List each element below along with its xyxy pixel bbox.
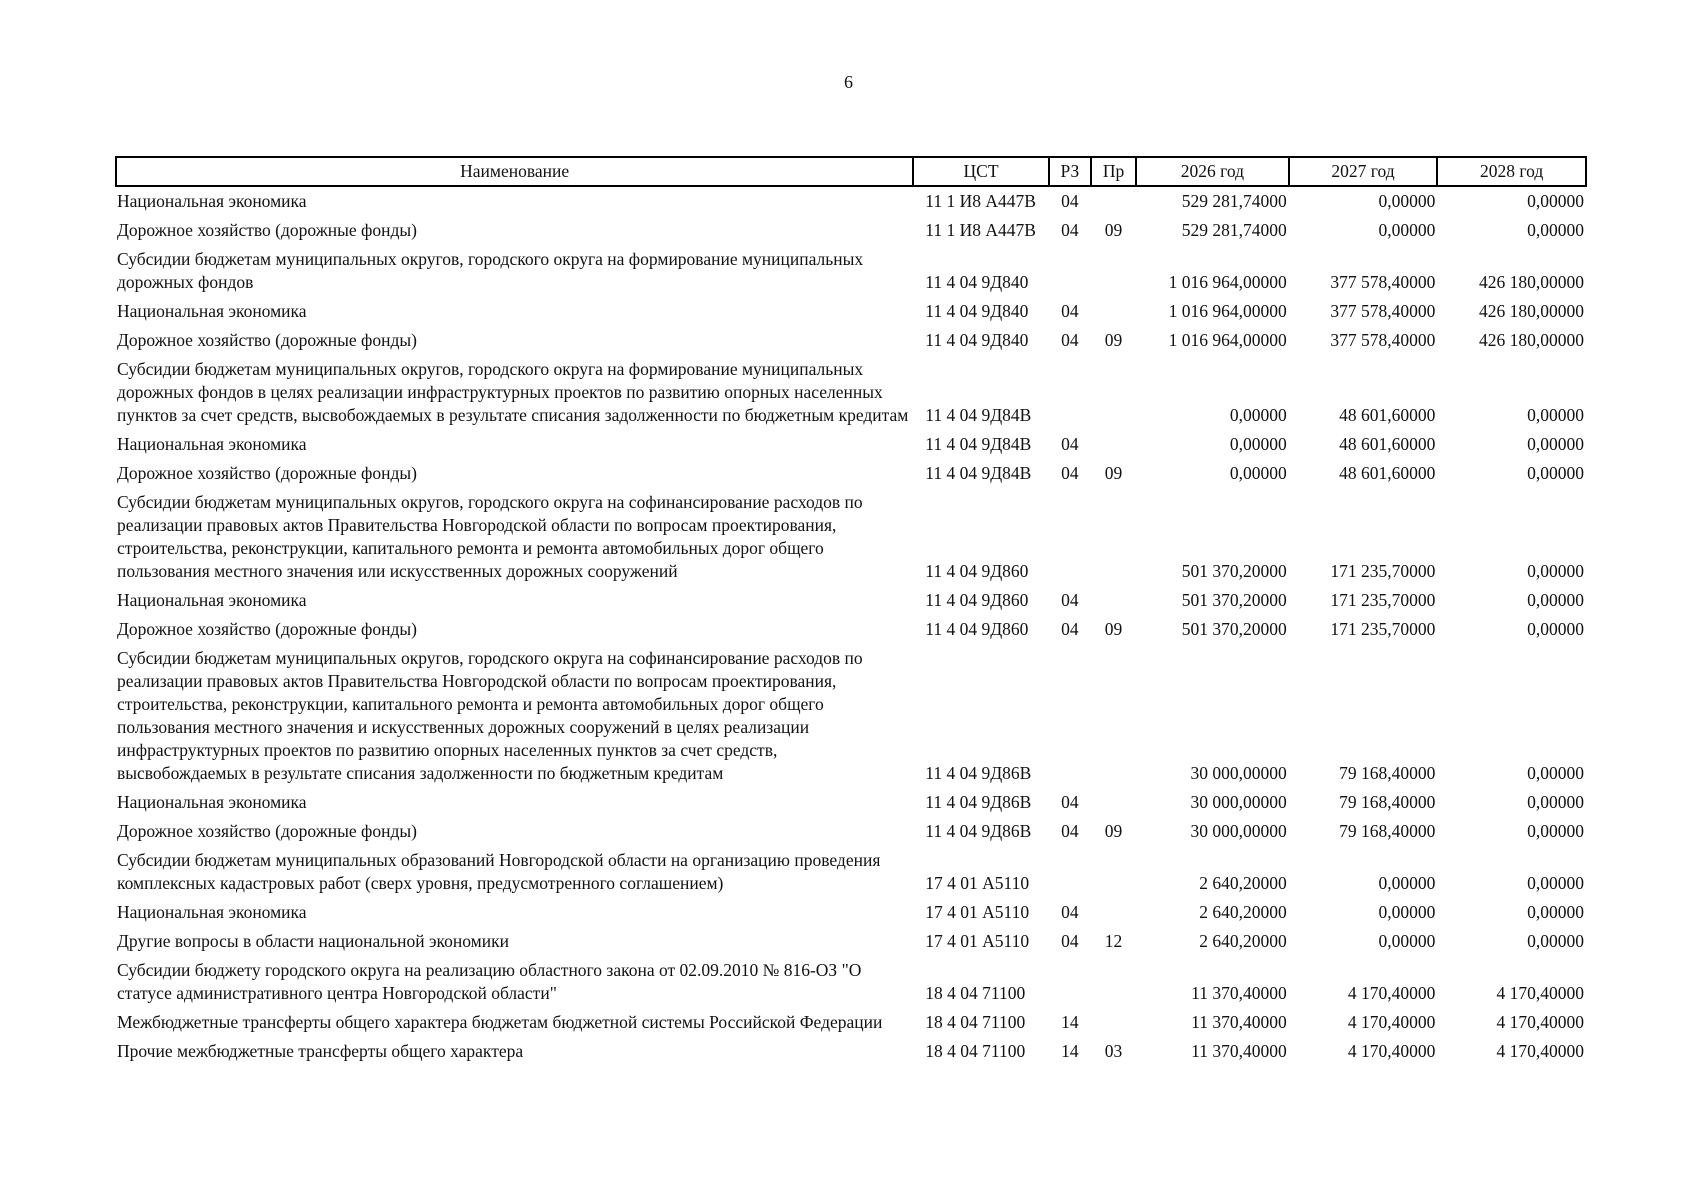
table-row <box>116 641 1586 785</box>
cell-2028: 0,00000 <box>1527 821 1584 841</box>
cell-name: Субсидии бюджетам муниципальных образований Новгородской области на организацию проведения комплексных кадастровых работ (сверх уровня, предусмотренного соглашением) <box>117 850 881 893</box>
cell-cst: 11 4 04 9Д84В <box>925 405 1032 425</box>
cell-cst: 11 4 04 9Д860 <box>925 619 1029 639</box>
cell-cst: 11 4 04 9Д860 <box>925 590 1029 610</box>
cell-2027: 171 235,70000 <box>1330 590 1436 610</box>
table-row <box>116 294 1586 323</box>
cell-2028: 0,00000 <box>1527 561 1584 581</box>
cell-2026: 0,00000 <box>1229 405 1287 425</box>
cell-2028: 0,00000 <box>1527 463 1584 483</box>
cell-2026: 529 281,74000 <box>1181 191 1287 211</box>
table-row <box>116 456 1586 485</box>
cell-name: Дорожное хозяйство (дорожные фонды) <box>117 463 418 483</box>
cell-name: Субсидии бюджетам муниципальных округов, городского округа на формирование муниципальных дорожных фондов <box>117 249 864 292</box>
cell-2027: 377 578,40000 <box>1330 330 1436 350</box>
cell-name: Субсидии бюджетам муниципальных округов, городского округа на софинансирование расходов по реализации правовых актов Правительства Новгородской области по вопросам проектирования, строительства, реконструкции, капитального ремонта и ремонта автомобильных дорог общего пользования местного значения или искусственных дорожных сооружений <box>117 492 863 581</box>
cell-2027: 79 168,40000 <box>1339 792 1436 812</box>
table-row <box>116 583 1586 612</box>
cell-2027: 0,00000 <box>1378 191 1436 211</box>
cell-2027: 377 578,40000 <box>1330 272 1436 292</box>
header-row <box>116 157 1586 186</box>
cell-2026: 11 370,40000 <box>1191 1012 1287 1032</box>
cell-rz: 14 <box>1061 1041 1079 1061</box>
cell-pr <box>1091 641 1136 785</box>
cell-2027: 171 235,70000 <box>1330 619 1436 639</box>
cell-pr <box>1091 427 1136 456</box>
table-row <box>116 485 1586 583</box>
cell-cst: 11 4 04 9Д86В <box>925 821 1032 841</box>
header-2028: 2028 год <box>1437 157 1586 186</box>
cell-2026: 30 000,00000 <box>1190 763 1287 783</box>
cell-rz: 04 <box>1061 191 1079 211</box>
cell-pr <box>1091 895 1136 924</box>
table-body <box>116 186 1586 1063</box>
table-row <box>116 323 1586 352</box>
header-2026: 2026 год <box>1136 157 1289 186</box>
cell-2026: 1 016 964,00000 <box>1168 272 1287 292</box>
cell-name: Дорожное хозяйство (дорожные фонды) <box>117 330 418 350</box>
cell-pr <box>1091 294 1136 323</box>
cell-2026: 501 370,20000 <box>1181 590 1287 610</box>
cell-2028: 0,00000 <box>1527 220 1584 240</box>
cell-2028: 0,00000 <box>1527 792 1584 812</box>
header-cst: ЦСТ <box>913 157 1049 186</box>
cell-2026: 2 640,20000 <box>1199 931 1287 951</box>
cell-rz: 14 <box>1061 1012 1079 1032</box>
cell-name: Национальная экономика <box>117 191 307 211</box>
cell-cst: 17 4 01 А5110 <box>925 902 1030 922</box>
cell-2027: 0,00000 <box>1378 873 1436 893</box>
cell-pr: 09 <box>1104 821 1123 841</box>
cell-2028: 0,00000 <box>1527 902 1584 922</box>
cell-2028: 0,00000 <box>1527 931 1584 951</box>
cell-2026: 1 016 964,00000 <box>1168 301 1287 321</box>
cell-name: Национальная экономика <box>117 301 307 321</box>
cell-rz <box>1049 352 1091 427</box>
table-row <box>116 352 1586 427</box>
cell-pr <box>1091 186 1136 213</box>
cell-2028: 0,00000 <box>1527 434 1584 454</box>
cell-rz <box>1049 242 1091 294</box>
table-row <box>116 953 1586 1005</box>
cell-pr: 03 <box>1104 1041 1123 1061</box>
cell-pr <box>1091 843 1136 895</box>
cell-rz: 04 <box>1061 220 1079 240</box>
cell-2027: 48 601,60000 <box>1339 434 1436 454</box>
cell-2028: 0,00000 <box>1527 763 1584 783</box>
cell-rz: 04 <box>1061 902 1079 922</box>
cell-pr: 09 <box>1104 330 1123 350</box>
cell-2028: 0,00000 <box>1527 405 1584 425</box>
cell-rz: 04 <box>1061 301 1079 321</box>
table-row <box>116 924 1586 953</box>
cell-rz: 04 <box>1061 821 1079 841</box>
cell-cst: 18 4 04 71100 <box>925 1012 1026 1032</box>
cell-name: Дорожное хозяйство (дорожные фонды) <box>117 821 418 841</box>
cell-name: Дорожное хозяйство (дорожные фонды) <box>117 220 418 240</box>
cell-2026: 0,00000 <box>1229 434 1287 454</box>
cell-name: Субсидии бюджету городского округа на реализацию областного закона от 02.09.2010 № 816-ОЗ "О статусе административного центра Новгородской области" <box>117 960 862 1003</box>
cell-cst: 11 4 04 9Д840 <box>925 301 1029 321</box>
cell-name: Национальная экономика <box>117 902 307 922</box>
cell-pr <box>1091 1005 1136 1034</box>
header-rz: РЗ <box>1049 157 1091 186</box>
table-row <box>116 213 1586 242</box>
cell-2026: 2 640,20000 <box>1199 873 1287 893</box>
cell-rz <box>1049 953 1091 1005</box>
cell-pr: 09 <box>1104 463 1123 483</box>
cell-pr <box>1091 485 1136 583</box>
cell-2027: 377 578,40000 <box>1330 301 1436 321</box>
cell-2026: 30 000,00000 <box>1190 792 1287 812</box>
cell-2026: 1 016 964,00000 <box>1168 330 1287 350</box>
cell-2026: 30 000,00000 <box>1190 821 1287 841</box>
cell-2027: 0,00000 <box>1378 931 1436 951</box>
page-number: 6 <box>844 72 853 92</box>
header-pr: Пр <box>1091 157 1136 186</box>
table-row <box>116 895 1586 924</box>
cell-pr <box>1091 583 1136 612</box>
cell-cst: 11 4 04 9Д840 <box>925 272 1029 292</box>
cell-2028: 0,00000 <box>1527 590 1584 610</box>
cell-2027: 4 170,40000 <box>1347 1041 1436 1061</box>
cell-2028: 426 180,00000 <box>1479 330 1584 350</box>
cell-2027: 0,00000 <box>1378 902 1436 922</box>
table-row <box>116 1034 1586 1063</box>
cell-2027: 4 170,40000 <box>1347 1012 1436 1032</box>
cell-cst: 11 4 04 9Д84В <box>925 463 1032 483</box>
cell-pr <box>1091 953 1136 1005</box>
cell-2027: 4 170,40000 <box>1347 983 1436 1003</box>
cell-cst: 17 4 01 А5110 <box>925 931 1030 951</box>
cell-cst: 18 4 04 71100 <box>925 983 1026 1003</box>
table-row <box>116 1005 1586 1034</box>
table-row <box>116 814 1586 843</box>
cell-rz: 04 <box>1061 619 1079 639</box>
cell-name: Национальная экономика <box>117 792 307 812</box>
cell-cst: 11 4 04 9Д860 <box>925 561 1029 581</box>
cell-2028: 0,00000 <box>1527 619 1584 639</box>
budget-table <box>115 156 1587 1063</box>
table-row <box>116 186 1586 213</box>
cell-name: Субсидии бюджетам муниципальных округов, городского округа на софинансирование расходов по реализации правовых актов Правительства Новгородской области по вопросам проектирования, строительства, реконструкции, капитального ремонта и ремонта автомобильных дорог общего пользования местного значения и искусственных дорожных сооружений в целях реализации инфраструктурных проектов по развитию опорных населенных пунктов за счет средств, высвобождаемых в результате списания задолженности по бюджетным кредитам <box>117 648 863 783</box>
table-row <box>116 843 1586 895</box>
cell-cst: 11 1 И8 А447В <box>925 220 1036 240</box>
cell-rz <box>1049 641 1091 785</box>
cell-rz <box>1049 485 1091 583</box>
cell-2027: 48 601,60000 <box>1339 463 1436 483</box>
cell-pr <box>1091 785 1136 814</box>
cell-2026: 11 370,40000 <box>1191 983 1287 1003</box>
cell-pr <box>1091 242 1136 294</box>
cell-name: Субсидии бюджетам муниципальных округов, городского округа на формирование муниципальных дорожных фондов в целях реализации инфраструктурных проектов по развитию опорных населенных пунктов за счет средств, высвобождаемых в результате списания задолженности по бюджетным кредитам <box>117 359 909 425</box>
cell-rz: 04 <box>1061 330 1079 350</box>
cell-name: Межбюджетные трансферты общего характера бюджетам бюджетной системы Российской Федерации <box>117 1012 883 1032</box>
cell-name: Национальная экономика <box>117 590 307 610</box>
cell-2026: 501 370,20000 <box>1181 619 1287 639</box>
cell-2028: 426 180,00000 <box>1479 272 1584 292</box>
cell-2026: 501 370,20000 <box>1181 561 1287 581</box>
cell-2026: 529 281,74000 <box>1181 220 1287 240</box>
cell-pr <box>1091 352 1136 427</box>
cell-rz: 04 <box>1061 434 1079 454</box>
cell-2026: 2 640,20000 <box>1199 902 1287 922</box>
cell-rz: 04 <box>1061 792 1079 812</box>
header-name: Наименование <box>116 157 913 186</box>
table-row <box>116 242 1586 294</box>
cell-name: Прочие межбюджетные трансферты общего характера <box>117 1041 524 1061</box>
cell-name: Другие вопросы в области национальной экономики <box>117 931 509 951</box>
header-2027: 2027 год <box>1289 157 1438 186</box>
table-row <box>116 427 1586 456</box>
cell-2028: 4 170,40000 <box>1496 1041 1584 1061</box>
cell-cst: 17 4 01 А5110 <box>925 873 1030 893</box>
cell-rz: 04 <box>1061 931 1079 951</box>
cell-name: Национальная экономика <box>117 434 307 454</box>
cell-2028: 0,00000 <box>1527 191 1584 211</box>
cell-2027: 0,00000 <box>1378 220 1436 240</box>
cell-cst: 11 4 04 9Д86В <box>925 763 1032 783</box>
cell-rz: 04 <box>1061 590 1079 610</box>
table-row <box>116 612 1586 641</box>
cell-cst: 18 4 04 71100 <box>925 1041 1026 1061</box>
cell-cst: 11 4 04 9Д840 <box>925 330 1029 350</box>
cell-cst: 11 1 И8 А447В <box>925 191 1036 211</box>
cell-2027: 48 601,60000 <box>1339 405 1436 425</box>
cell-2026: 0,00000 <box>1229 463 1287 483</box>
cell-rz: 04 <box>1061 463 1079 483</box>
cell-cst: 11 4 04 9Д84В <box>925 434 1032 454</box>
cell-2028: 4 170,40000 <box>1496 983 1584 1003</box>
cell-2026: 11 370,40000 <box>1191 1041 1287 1061</box>
cell-2027: 171 235,70000 <box>1330 561 1436 581</box>
cell-pr: 12 <box>1104 931 1123 951</box>
table-header <box>116 157 1586 186</box>
cell-2027: 79 168,40000 <box>1339 821 1436 841</box>
cell-cst: 11 4 04 9Д86В <box>925 792 1032 812</box>
cell-rz <box>1049 843 1091 895</box>
cell-pr: 09 <box>1104 220 1123 240</box>
cell-2028: 0,00000 <box>1527 873 1584 893</box>
cell-2027: 79 168,40000 <box>1339 763 1436 783</box>
cell-pr: 09 <box>1104 619 1123 639</box>
cell-name: Дорожное хозяйство (дорожные фонды) <box>117 619 418 639</box>
cell-2028: 426 180,00000 <box>1479 301 1584 321</box>
table-row <box>116 785 1586 814</box>
cell-2028: 4 170,40000 <box>1496 1012 1584 1032</box>
